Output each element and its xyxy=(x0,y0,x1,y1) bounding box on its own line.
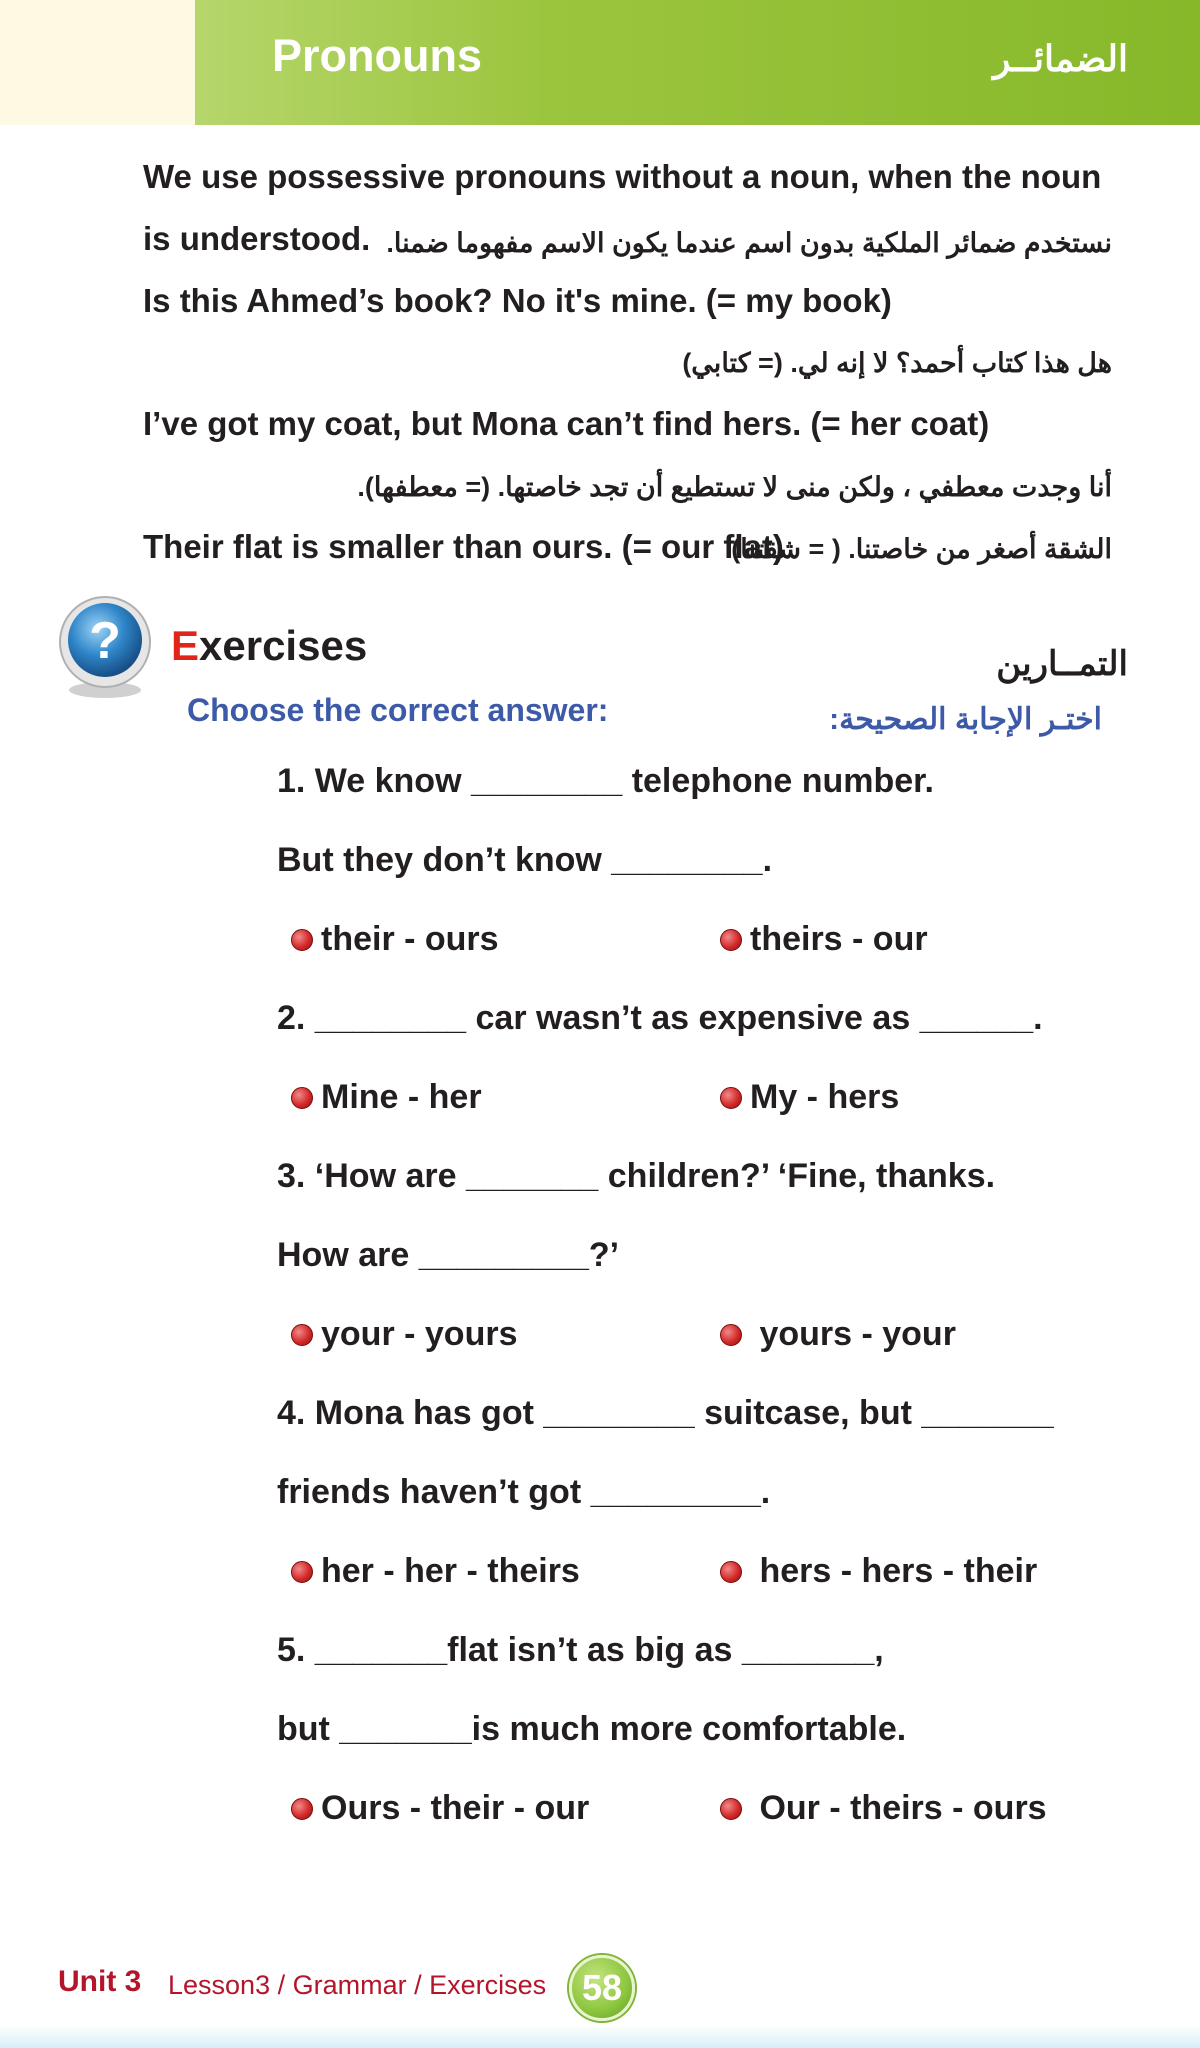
question-3-option-b[interactable] xyxy=(720,1315,956,1354)
lesson-line-3: Is this Ahmed’s book? No it's mine. (= my book) xyxy=(143,282,892,319)
question-1-option-a[interactable] xyxy=(291,920,499,959)
question-mark-icon xyxy=(57,590,153,702)
lesson-line-3-arabic: هل هذا كتاب أحمد؟ لا إنه لي. (= كتابي) xyxy=(682,348,1112,378)
lesson-line-1: We use possessive pronouns without a noun, when the noun xyxy=(143,158,1102,195)
question-1-line-1: 1. We know ________ telephone number. xyxy=(277,762,934,800)
exercises-title-initial: E xyxy=(171,622,200,669)
question-2-option-b[interactable] xyxy=(720,1078,899,1117)
question-3-line-1: 3. ‘How are _______ children?’ ‘Fine, thanks. xyxy=(277,1157,996,1195)
page-title-arabic: الضمائــر xyxy=(993,38,1128,79)
option-label: Mine - her xyxy=(321,1078,482,1116)
option-label: My - hers xyxy=(750,1078,900,1116)
lesson-line-5-arabic: الشقة أصغر من خاصتنا. ( = شقتنا) xyxy=(731,534,1112,564)
lesson-line-4: I’ve got my coat, but Mona can’t find hers. (= her coat) xyxy=(143,405,990,442)
question-5-option-b[interactable] xyxy=(720,1789,1047,1828)
lesson-line-4-arabic: أنا وجدت معطفي ، ولكن منى لا تستطيع أن تجد خاصتها. (= معطفها). xyxy=(357,472,1112,502)
question-2-line-1: 2. ________ car wasn’t as expensive as ______. xyxy=(277,999,1043,1037)
exercise-instruction-arabic: اختـر الإجابة الصحيحة: xyxy=(829,703,1102,736)
question-5-option-a[interactable] xyxy=(291,1789,589,1828)
exercises-title-arabic: التمــارين xyxy=(996,645,1128,683)
radio-dot-icon[interactable] xyxy=(291,1324,313,1346)
option-label: her - her - theirs xyxy=(321,1552,580,1590)
option-label: Ours - their - our xyxy=(321,1789,590,1827)
question-5-line-2: but _______is much more comfortable. xyxy=(277,1710,907,1748)
radio-dot-icon[interactable] xyxy=(291,929,313,951)
question-2-option-a[interactable] xyxy=(291,1078,482,1117)
option-label: yours - your xyxy=(750,1315,956,1353)
radio-dot-icon[interactable] xyxy=(720,1087,742,1109)
exercises-title xyxy=(171,622,367,670)
question-4-option-a[interactable] xyxy=(291,1552,580,1591)
radio-dot-icon[interactable] xyxy=(291,1798,313,1820)
header-left-panel xyxy=(0,0,195,125)
footer-strip xyxy=(0,2026,1200,2048)
radio-dot-icon[interactable] xyxy=(720,1324,742,1346)
exercises-title-rest: xercises xyxy=(199,622,368,669)
question-4-line-1: 4. Mona has got ________ suitcase, but _______ xyxy=(277,1394,1054,1432)
option-label: hers - hers - their xyxy=(750,1552,1038,1590)
radio-dot-icon[interactable] xyxy=(720,1561,742,1583)
option-label: their - ours xyxy=(321,920,499,958)
question-3-line-2: How are _________?’ xyxy=(277,1236,620,1274)
question-1-line-2: But they don’t know ________. xyxy=(277,841,773,879)
radio-dot-icon[interactable] xyxy=(291,1561,313,1583)
lesson-line-2-arabic: نستخدم ضمائر الملكية بدون اسم عندما يكون الاسم مفهوما ضمنا. xyxy=(386,228,1112,258)
radio-dot-icon[interactable] xyxy=(720,1798,742,1820)
option-label: theirs - our xyxy=(750,920,928,958)
svg-text:?: ? xyxy=(89,612,121,670)
page-number-badge: 58 xyxy=(569,1955,635,2021)
radio-dot-icon[interactable] xyxy=(291,1087,313,1109)
question-4-line-2: friends haven’t got _________. xyxy=(277,1473,771,1511)
radio-dot-icon[interactable] xyxy=(720,929,742,951)
page-title: Pronouns xyxy=(272,30,482,81)
lesson-line-2: is understood. xyxy=(143,220,371,257)
question-3-option-a[interactable] xyxy=(291,1315,517,1354)
footer-lesson: Lesson3 / Grammar / Exercises xyxy=(168,1970,547,2000)
question-4-option-b[interactable] xyxy=(720,1552,1037,1591)
option-label: Our - theirs - ours xyxy=(750,1789,1047,1827)
question-1-option-b[interactable] xyxy=(720,920,928,959)
lesson-line-5: Their flat is smaller than ours. (= our flat) xyxy=(143,528,784,565)
option-label: your - yours xyxy=(321,1315,518,1353)
exercise-instruction: Choose the correct answer: xyxy=(187,692,609,728)
question-5-line-1: 5. _______flat isn’t as big as _______, xyxy=(277,1631,884,1669)
footer-unit: Unit 3 xyxy=(58,1965,142,1998)
